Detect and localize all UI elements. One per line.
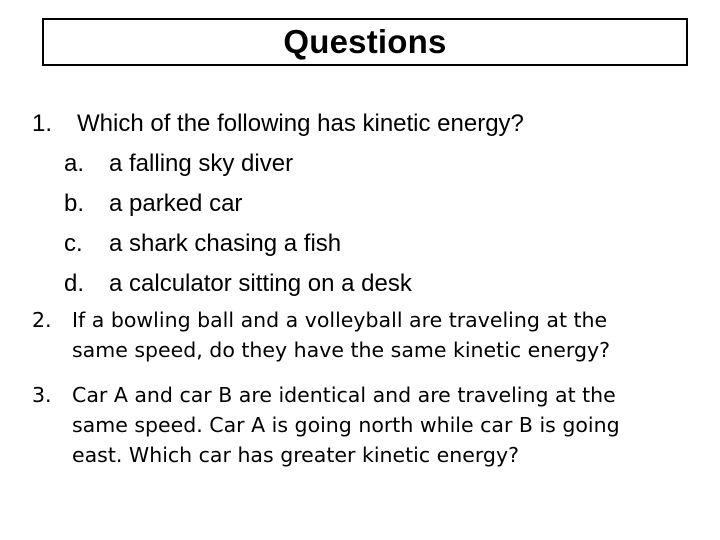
question-1 [32, 104, 524, 304]
option-a-text: a falling sky diver [109, 150, 294, 177]
page-title: Questions [283, 23, 447, 60]
question-1-stem [32, 104, 524, 144]
question-3-number: 3. [32, 383, 52, 407]
question-3-line-1: Car A and car B are identical and are traveling at the [72, 383, 616, 407]
option-a [32, 144, 524, 184]
option-b-letter: b. [64, 190, 85, 217]
option-b [32, 184, 524, 224]
option-c [32, 224, 524, 264]
question-1-text: Which of the following has kinetic energy? [77, 110, 524, 137]
question-2-line-1: If a bowling ball and a volleyball are traveling at the [72, 308, 608, 332]
option-b-text: a parked car [109, 190, 243, 217]
question-2-number: 2. [32, 308, 52, 332]
question-3 [32, 380, 620, 470]
option-c-letter: c. [64, 230, 83, 257]
title-box [42, 18, 688, 66]
question-1-number: 1. [32, 110, 53, 137]
question-2-line-2: same speed, do they have the same kinetic energy? [72, 338, 610, 362]
question-2 [32, 305, 610, 365]
question-3-line-3: east. Which car has greater kinetic energy? [72, 443, 519, 467]
option-c-text: a shark chasing a fish [109, 230, 342, 257]
option-d-letter: d. [64, 270, 85, 297]
option-a-letter: a. [64, 150, 85, 177]
question-3-line-2: same speed. Car A is going north while car B is going [72, 413, 620, 437]
option-d [32, 264, 524, 304]
option-d-text: a calculator sitting on a desk [109, 270, 412, 297]
